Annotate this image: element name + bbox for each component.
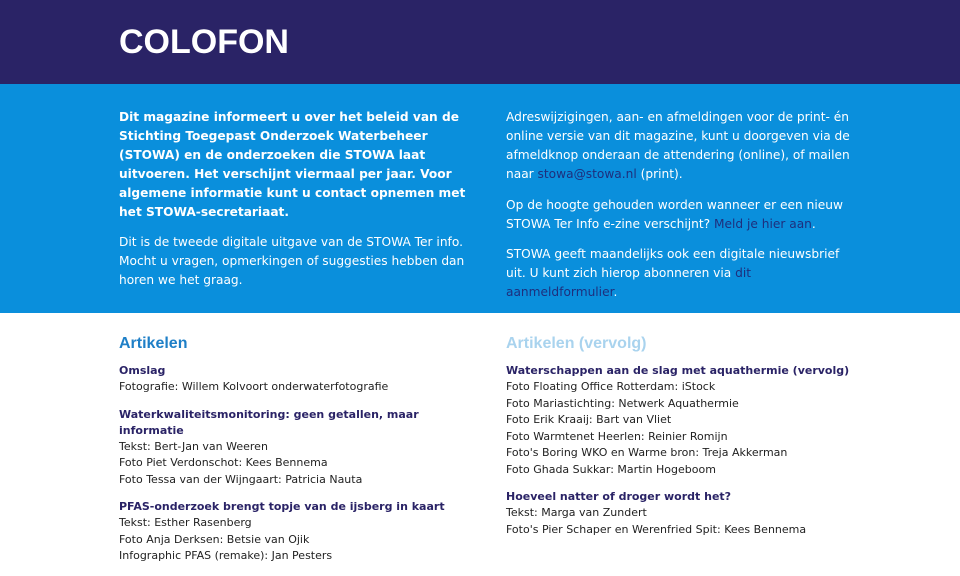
articles-heading: Artikelen	[119, 335, 188, 352]
credit-group-title: Waterkwaliteitsmonitoring: geen getallen, maar informatie	[119, 407, 419, 437]
subscribe-text: Op de hoogte gehouden worden wanneer er een nieuw STOWA Ter Info e-zine verschijnt?	[506, 197, 843, 231]
address-change-suffix: (print).	[636, 166, 683, 181]
newsletter-suffix: .	[613, 285, 618, 300]
credit-line: Foto Warmtenet Heerlen: Reinier Romijn	[506, 429, 728, 443]
intro-band	[0, 84, 960, 313]
credit-group	[119, 499, 479, 565]
credits-section	[0, 313, 960, 562]
articles-continued-heading: Artikelen (vervolg)	[506, 335, 647, 352]
credit-group	[506, 489, 866, 538]
credit-group	[119, 407, 479, 489]
credit-line: Foto Floating Office Rotterdam: iStock	[506, 380, 716, 393]
credit-line: Fotografie: Willem Kolvoort onderwaterfotografie	[119, 380, 389, 393]
signup-link[interactable]: Meld je hier aan	[713, 216, 812, 231]
address-change-paragraph	[506, 108, 851, 184]
subscribe-paragraph	[506, 196, 851, 234]
intro-left-column	[119, 108, 469, 302]
credit-line: Infographic PFAS (remake): Jan Pesters	[119, 549, 333, 562]
credits-right-column	[506, 334, 866, 549]
credit-line: Foto's Pier Schaper en Werenfried Spit: Kees Bennema	[506, 522, 807, 536]
credit-line: Tekst: Esther Rasenberg	[119, 516, 252, 529]
credit-group-title: PFAS-onderzoek brengt topje van de ijsberg in kaart	[119, 500, 445, 513]
credit-line: Tekst: Marga van Zundert	[506, 506, 647, 519]
newsletter-paragraph	[506, 245, 851, 302]
credit-line: Foto Erik Kraaij: Bart van Vliet	[506, 413, 672, 426]
credit-group-title: Hoeveel natter of droger wordt het?	[506, 490, 732, 503]
subscribe-suffix: .	[811, 216, 816, 231]
intro-paragraph-2: Dit is de tweede digitale uitgave van de STOWA Ter info. Mocht u vragen, opmerkingen of suggesties hebben dan horen we het graag.	[119, 235, 465, 288]
address-change-text: Adreswijzigingen, aan- en afmeldingen voor de print- én online versie van dit magazine, kunt u doorgeven via de afmeldknop onderaan de attendering (online), of mailen naar	[506, 110, 850, 181]
intro-bold-paragraph: Dit magazine informeert u over het beleid van de Stichting Toegepast Onderzoek Waterbeheer (STOWA) en de onderzoeken die STOWA laat uitvoeren. Het verschijnt viermaal per jaar. Voor algemene informatie kunt u contact opnemen met het STOWA-secretariaat.	[119, 110, 466, 219]
credit-line: Foto Anja Derksen: Betsie van Ojik	[119, 532, 310, 546]
credit-line: Foto Tessa van der Wijngaart: Patricia Nauta	[119, 472, 363, 486]
page-title: COLOFON	[119, 23, 289, 61]
credit-line: Foto Mariastichting: Netwerk Aquathermie	[506, 396, 739, 410]
credit-group-title: Waterschappen aan de slag met aquathermie (vervolg)	[506, 364, 850, 377]
email-link[interactable]: stowa@stowa.nl	[537, 166, 637, 181]
newsletter-text: STOWA geeft maandelijks ook een digitale nieuwsbrief uit. U kunt zich hierop abonneren via	[506, 247, 840, 281]
registration-form-link[interactable]: dit aanmeldformulier	[506, 266, 752, 300]
credit-line: Tekst: Bert-Jan van Weeren	[119, 439, 268, 453]
credits-left-column	[119, 334, 479, 576]
credit-group	[506, 363, 866, 478]
credit-group	[119, 363, 479, 396]
intro-right-column	[506, 108, 851, 314]
credit-line: Foto Ghada Sukkar: Martin Hogeboom	[506, 462, 716, 476]
credit-group-title: Omslag	[119, 364, 166, 377]
credit-line: Foto's Boring WKO en Warme bron: Treja Akkerman	[506, 446, 788, 459]
header-banner	[0, 0, 960, 84]
credit-line: Foto Piet Verdonschot: Kees Bennema	[119, 456, 328, 469]
